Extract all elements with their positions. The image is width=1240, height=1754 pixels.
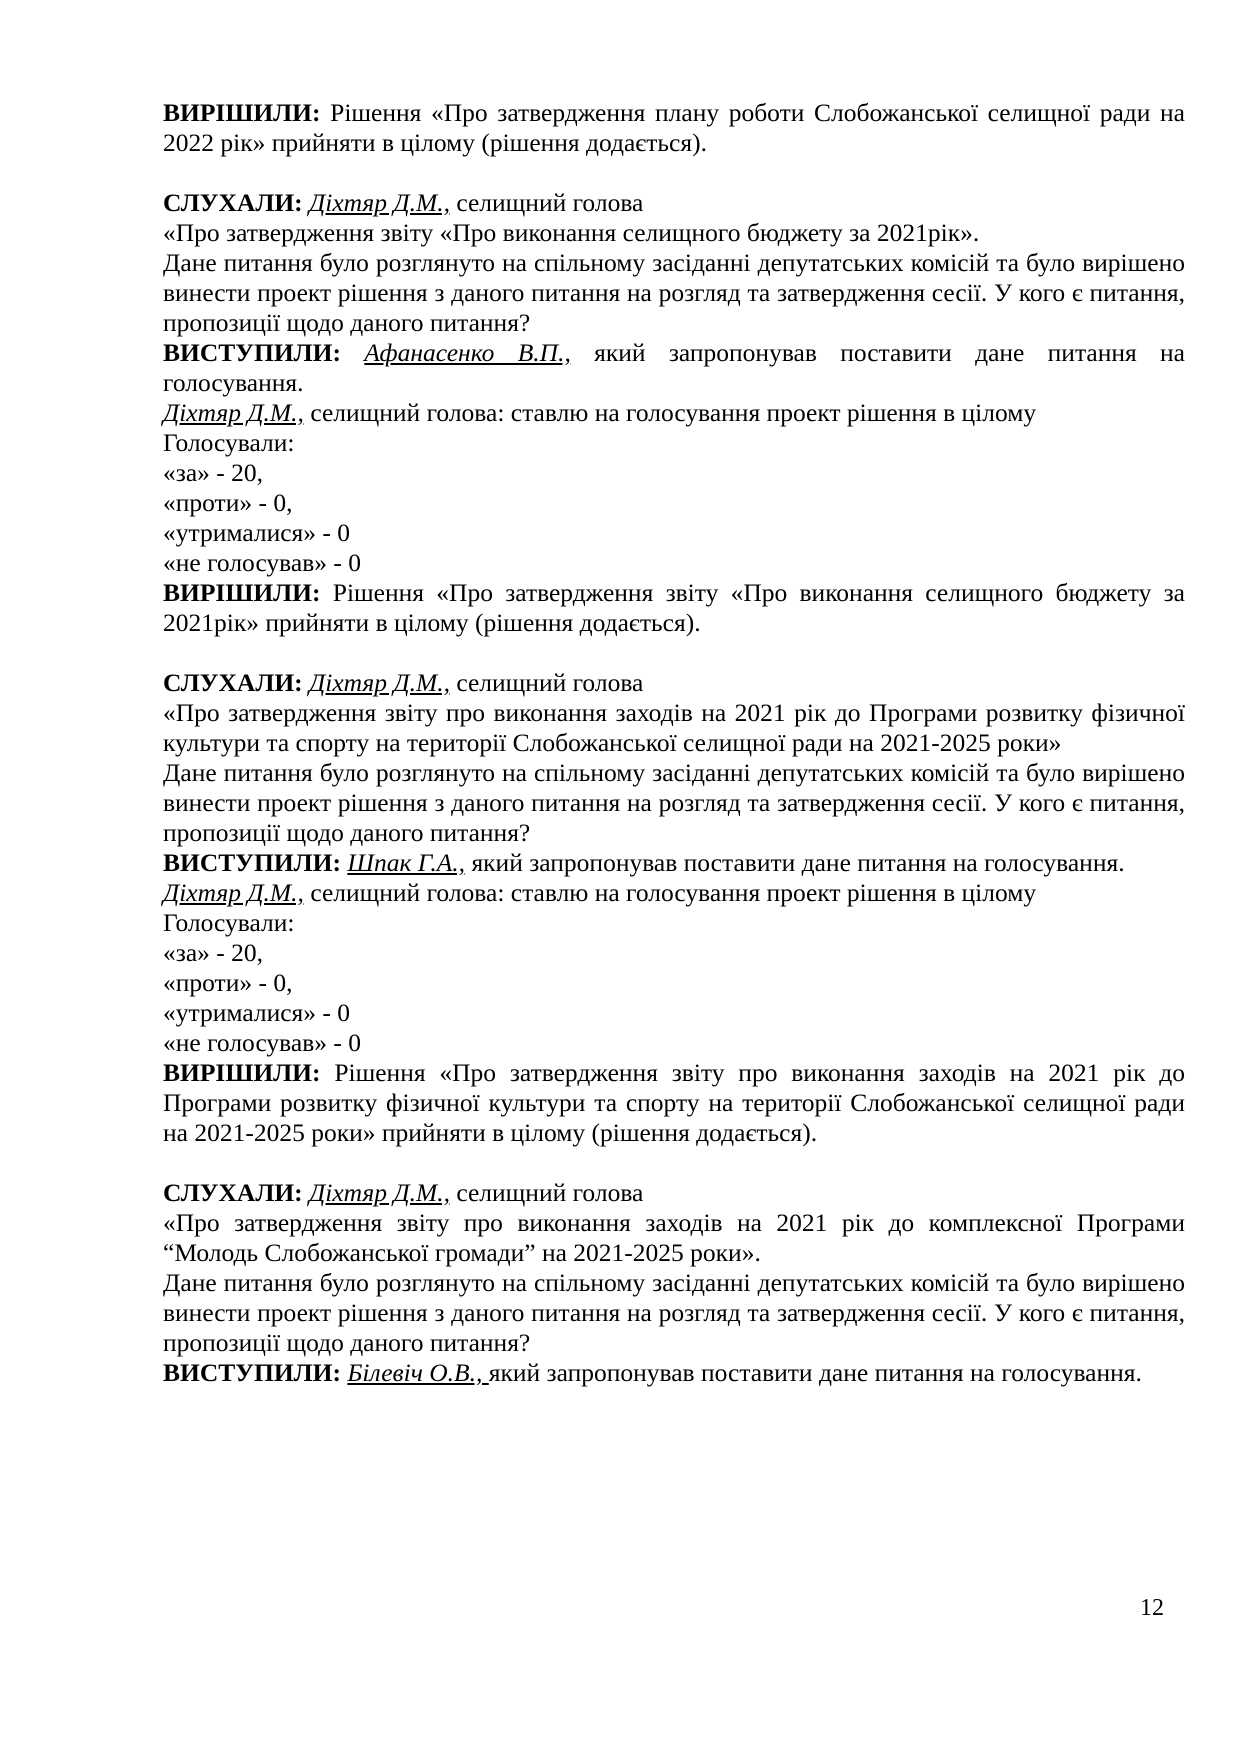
votes-for: «за» - 20, <box>163 938 264 967</box>
head-vote-paragraph-2 <box>163 398 1185 428</box>
speaker-name: Діхтяр Д.М., <box>309 1178 450 1207</box>
decision-paragraph-1 <box>163 98 1185 158</box>
votes-not-voted: «не голосував» - 0 <box>163 1028 361 1057</box>
spoke-paragraph-2 <box>163 338 1185 398</box>
decided-label: ВИРІШИЛИ: <box>163 1058 321 1087</box>
decision-paragraph-2 <box>163 578 1185 638</box>
proposal-text: який запропонував поставити дане питання на голосування. <box>488 1358 1142 1387</box>
discussion-paragraph-4: Дане питання було розглянуто на спільному засіданні депутатських комісій та було вирішено винести проект рішення з даного питання на розгляд та затвердження сесії. У кого є питання, пропозиції щодо даного питання? <box>163 1268 1185 1357</box>
votes-for: «за» - 20, <box>163 458 264 487</box>
topic-paragraph-3: «Про затвердження звіту про виконання заходів на 2021 рік до Програми розвитку фізичної культури та спорту на території Слобожанської селищної ради на 2021-2025 роки» <box>163 698 1185 757</box>
spoke-label: ВИСТУПИЛИ: <box>163 848 341 877</box>
proposal-text: який запропонував поставити дане питання на голосування. <box>465 848 1125 877</box>
heard-label: СЛУХАЛИ: <box>163 1178 303 1207</box>
head-vote-paragraph-3 <box>163 878 1185 908</box>
heard-paragraph-2 <box>163 188 1185 218</box>
votes-not-voted: «не голосував» - 0 <box>163 548 361 577</box>
speaker-name: Діхтяр Д.М., <box>309 188 450 217</box>
spoke-paragraph-4 <box>163 1358 1185 1388</box>
votes-abstained: «утрималися» - 0 <box>163 998 351 1027</box>
proposal-text: який запропонував поставити дане питання на голосування. <box>163 338 1185 397</box>
spoke-label: ВИСТУПИЛИ: <box>163 1358 341 1387</box>
speaker-name: Діхтяр Д.М., <box>309 668 450 697</box>
speaker-name: Шпак Г.А., <box>347 848 466 877</box>
votes-against: «проти» - 0, <box>163 968 293 997</box>
speaker-role: селищний голова <box>449 1178 644 1207</box>
topic-paragraph-2: «Про затвердження звіту «Про виконання селищного бюджету за 2021рік». <box>163 218 980 247</box>
spoke-label: ВИСТУПИЛИ: <box>163 338 341 367</box>
head-vote-text: селищний голова: ставлю на голосування проект рішення в цілому <box>303 878 1037 907</box>
heard-label: СЛУХАЛИ: <box>163 188 303 217</box>
votes-title: Голосували: <box>163 428 295 457</box>
speaker-name: Білевіч О.В., <box>347 1358 489 1387</box>
document-page <box>163 98 1185 1388</box>
head-vote-text: селищний голова: ставлю на голосування проект рішення в цілому <box>303 398 1037 427</box>
spoke-paragraph-3 <box>163 848 1185 878</box>
decision-text: Рішення «Про затвердження звіту про виконання заходів на 2021 рік до Програми розвитку фізичної культури та спорту на території Слобожанської селищної ради на 2021-2025 роки» прийняти в цілому (рішення додається). <box>163 1058 1185 1147</box>
decided-label: ВИРІШИЛИ: <box>163 578 321 607</box>
heard-label: СЛУХАЛИ: <box>163 668 303 697</box>
speaker-name: Діхтяр Д.М., <box>163 878 304 907</box>
speaker-role: селищний голова <box>449 668 644 697</box>
topic-paragraph-4: «Про затвердження звіту про виконання заходів на 2021 рік до комплексної Програми “Молодь Слобожанської громади” на 2021-2025 роки». <box>163 1208 1185 1267</box>
discussion-paragraph-3: Дане питання було розглянуто на спільному засіданні депутатських комісій та було вирішено винести проект рішення з даного питання на розгляд та затвердження сесії. У кого є питання, пропозиції щодо даного питання? <box>163 758 1185 847</box>
heard-paragraph-4 <box>163 1178 1185 1208</box>
heard-paragraph-3 <box>163 668 1185 698</box>
page-number: 12 <box>1140 1595 1164 1621</box>
decision-text: Рішення «Про затвердження звіту «Про виконання селищного бюджету за 2021рік» прийняти в цілому (рішення додається). <box>163 578 1185 637</box>
votes-title: Голосували: <box>163 908 295 937</box>
decided-label: ВИРІШИЛИ: <box>163 98 321 127</box>
discussion-paragraph-2: Дане питання було розглянуто на спільному засіданні депутатських комісій та було вирішено винести проект рішення з даного питання на розгляд та затвердження сесії. У кого є питання, пропозиції щодо даного питання? <box>163 248 1185 337</box>
votes-abstained: «утрималися» - 0 <box>163 518 351 547</box>
speaker-name: Афанасенко В.П., <box>364 338 571 367</box>
decision-text: Рішення «Про затвердження плану роботи Слобожанської селищної ради на 2022 рік» прийняти в цілому (рішення додається). <box>163 98 1185 157</box>
votes-against: «проти» - 0, <box>163 488 293 517</box>
speaker-role: селищний голова <box>449 188 644 217</box>
speaker-name: Діхтяр Д.М., <box>163 398 304 427</box>
decision-paragraph-3 <box>163 1058 1185 1148</box>
